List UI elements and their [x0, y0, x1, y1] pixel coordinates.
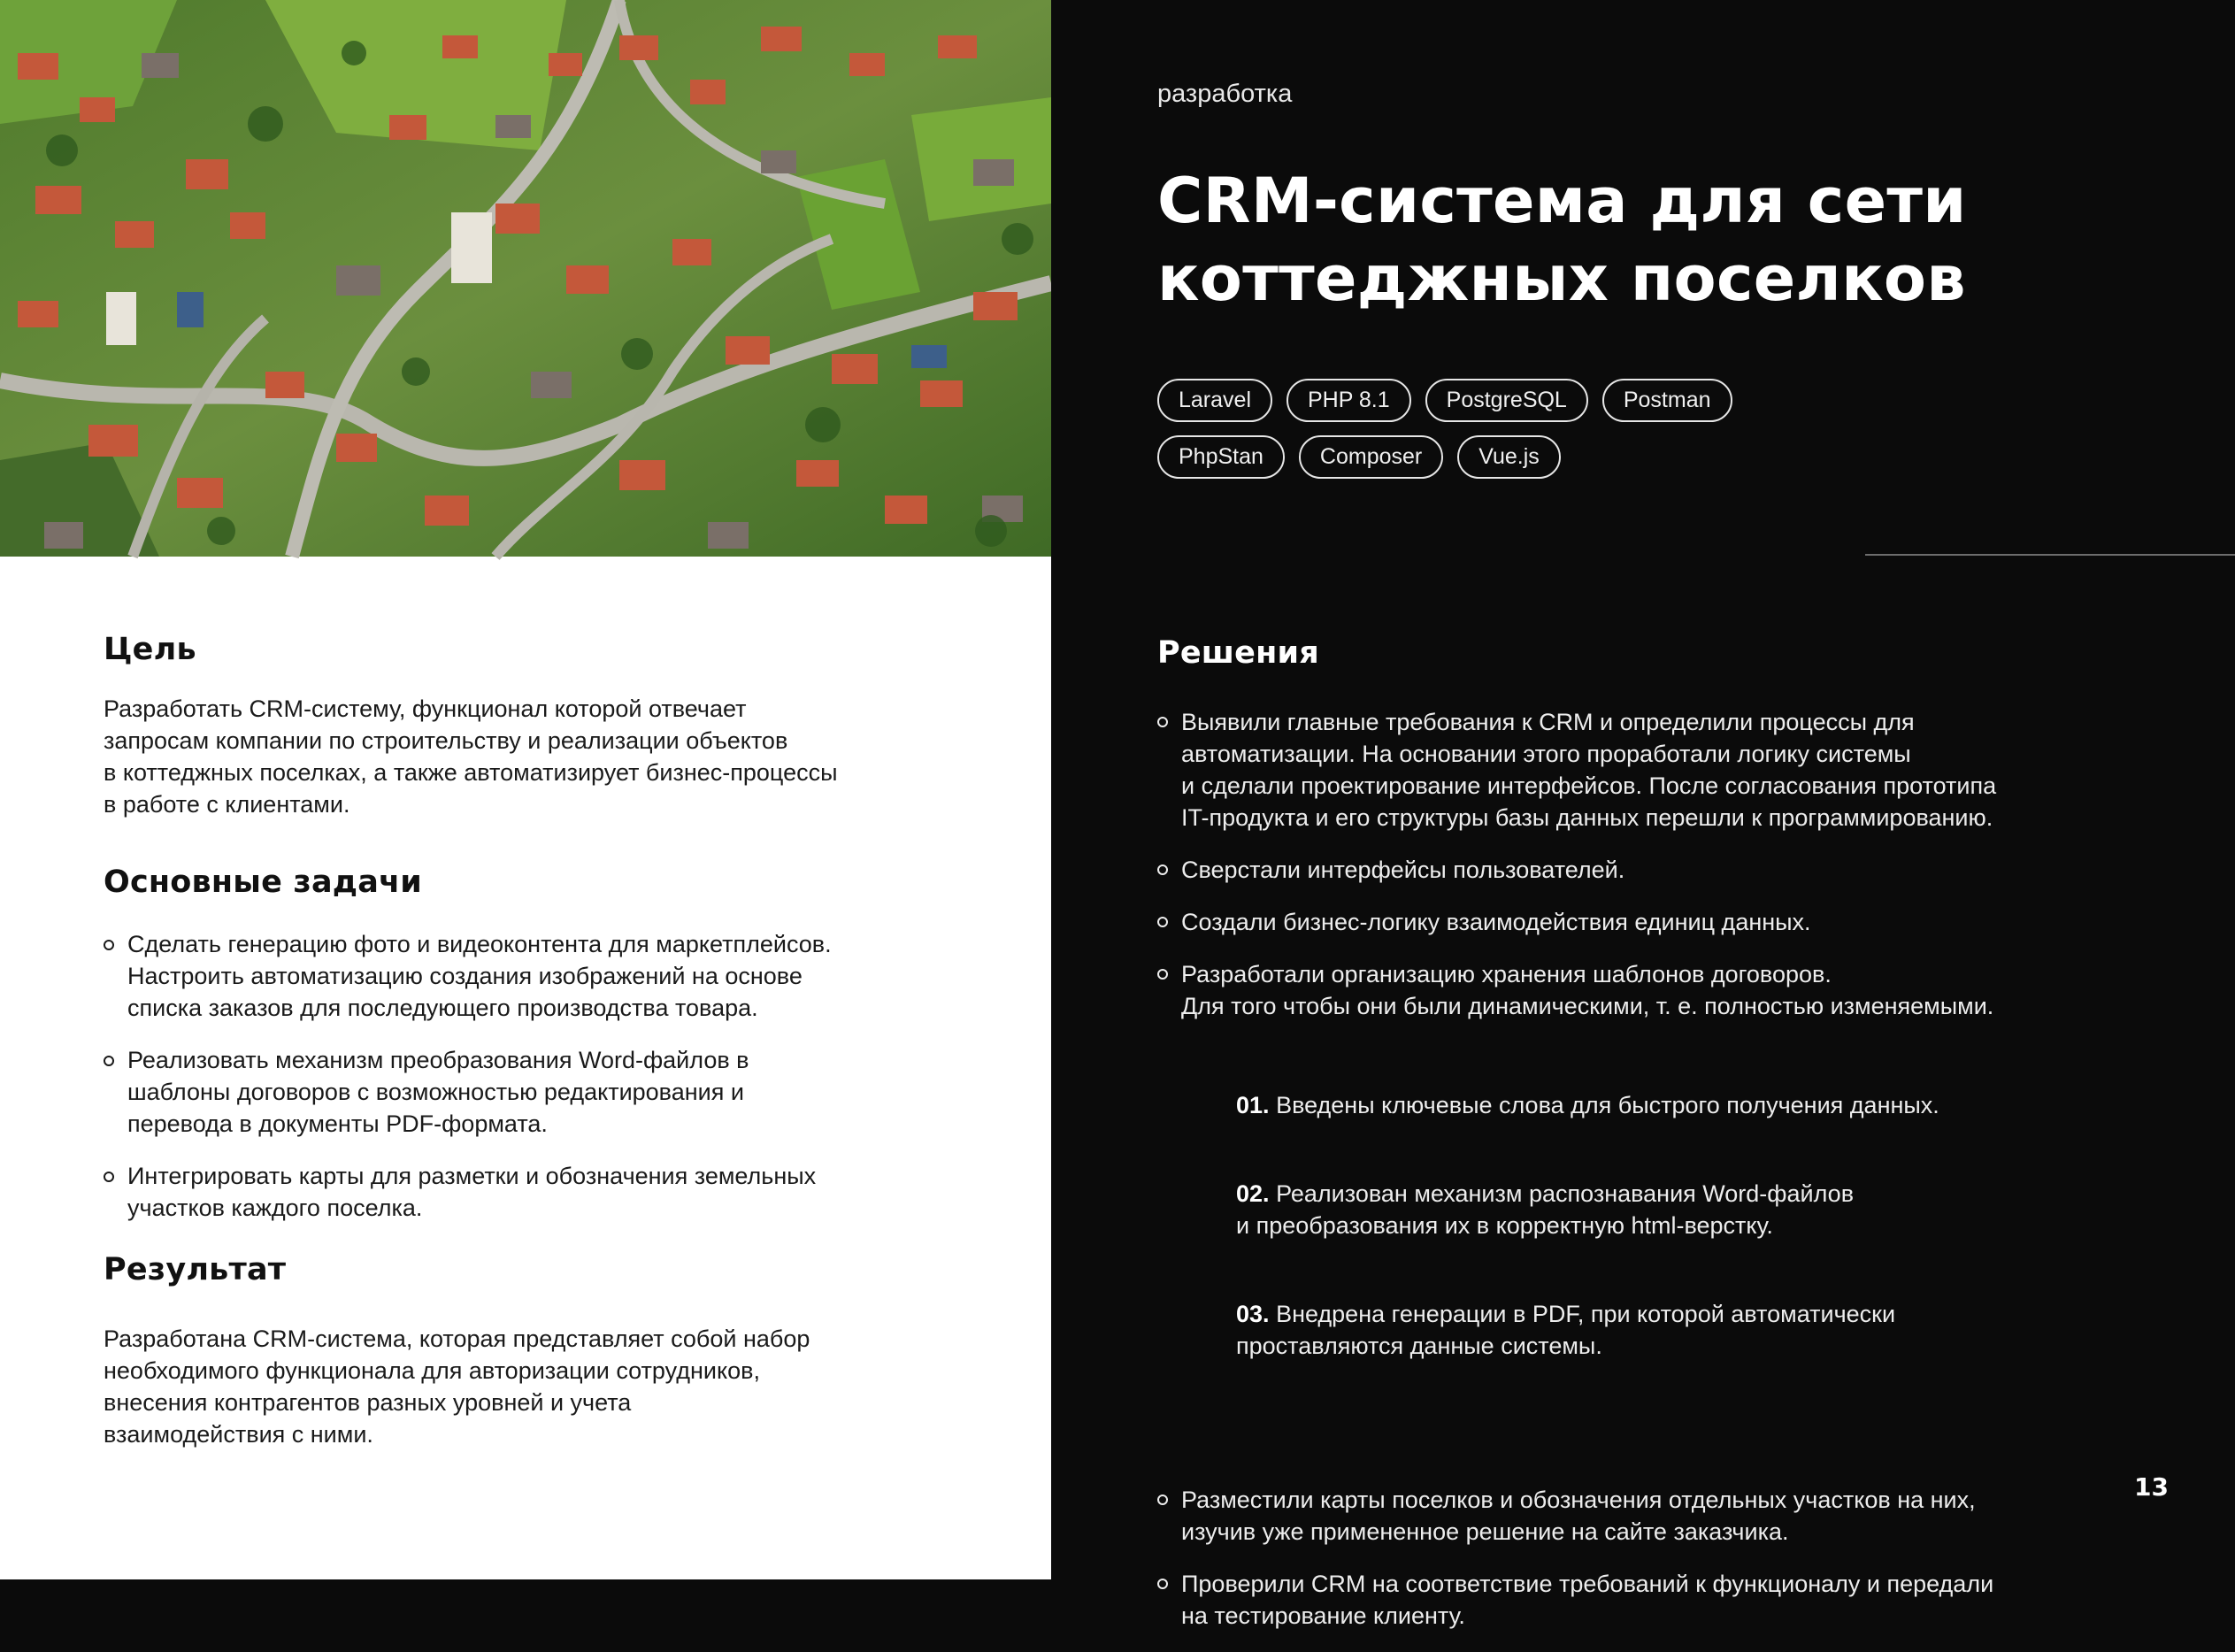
list-item — [1157, 1568, 2166, 1632]
circle-bullet-icon — [104, 940, 114, 950]
tasks-heading: Основные задачи — [104, 864, 423, 900]
solutions-list — [1157, 706, 2166, 1652]
step-item — [1236, 1089, 2166, 1121]
village-aerial-photo — [0, 0, 1051, 557]
solution-item-text: Разработали организацию хранения шаблонов договоров. Для того чтобы они были динамическими, т. е. полностью изменяемыми. — [1181, 961, 1994, 1019]
circle-bullet-icon — [104, 1172, 114, 1182]
task-item-text: Сделать генерацию фото и видеоконтента для маркетплейсов. Настроить автоматизацию создания изображений на основе списка заказов для последующего производства товара. — [127, 931, 832, 1021]
list-item — [1157, 958, 2166, 1484]
left-content — [104, 630, 953, 1450]
solutions-heading: Решения — [1157, 635, 1319, 671]
task-item-text: Интегрировать карты для разметки и обозначения земельных участков каждого поселка. — [127, 1163, 817, 1221]
tag-laravel: Laravel — [1157, 379, 1272, 422]
circle-bullet-icon — [1157, 864, 1168, 875]
solution-item-text: Проверили CRM на соответствие требований к функционалу и передали на тестирование клиенту. — [1181, 1571, 1994, 1629]
step-text: Внедрена генерации в PDF, при которой автоматически проставляются данные системы. — [1236, 1301, 1896, 1359]
task-item-text: Реализовать механизм преобразования Word-файлов в шаблоны договоров с возможностью редактирования и перевода в документы PDF-формата. — [127, 1047, 749, 1137]
page-title: CRM-система для сети коттеджных поселков — [1157, 165, 1967, 315]
category-label: разработка — [1157, 80, 1293, 108]
solution-item-text: Создали бизнес-логику взаимодействия единиц данных. — [1181, 909, 1811, 935]
list-item — [104, 1044, 953, 1140]
circle-bullet-icon — [1157, 969, 1168, 980]
right-panel — [1051, 0, 2235, 1629]
tasks-list — [104, 928, 953, 1224]
step-item — [1236, 1298, 2166, 1362]
tag-vuejs: Vue.js — [1457, 435, 1561, 479]
divider-line — [1865, 554, 2235, 556]
circle-bullet-icon — [104, 1056, 114, 1066]
solution-item-text: Выявили главные требования к CRM и определили процессы для автоматизации. На основании этого проработали логику системы и сделали проектирование интерфейсов. После согласования прототипа IT-продукта и его структуры базы данных перешли к программированию. — [1181, 709, 1997, 831]
steps-list — [1181, 1057, 2166, 1418]
list-item — [1157, 1484, 2166, 1548]
list-item — [104, 928, 953, 1024]
list-item — [104, 1160, 953, 1224]
result-heading: Результат — [104, 1252, 287, 1287]
step-text: Введены ключевые слова для быстрого получения данных. — [1276, 1092, 1939, 1118]
tag-postgresql: PostgreSQL — [1425, 379, 1588, 422]
step-text: Реализован механизм распознавания Word-файлов и преобразования их в корректную html-верстку. — [1236, 1180, 1855, 1239]
circle-bullet-icon — [1157, 1494, 1168, 1505]
circle-bullet-icon — [1157, 717, 1168, 727]
left-panel — [0, 0, 1051, 1579]
goal-text: Разработать CRM-систему, функционал которой отвечает запросам компании по строительству и реализации объектов в коттеджных поселках, а также автоматизирует бизнес-процессы в работе с клиентами. — [104, 695, 838, 818]
list-item — [1157, 906, 2166, 938]
list-item — [1157, 706, 2166, 834]
step-item — [1236, 1178, 2166, 1241]
page-number: 13 — [2134, 1472, 2169, 1502]
tag-php: PHP 8.1 — [1286, 379, 1411, 422]
tag-postman: Postman — [1602, 379, 1732, 422]
result-text: Разработана CRM-система, которая представляет собой набор необходимого функционала для авторизации сотрудников, внесения контрагентов разных уровней и учета взаимодействия с ними. — [104, 1325, 810, 1448]
solution-item-text: Разместили карты поселков и обозначения отдельных участков на них, изучив уже примененное решение на сайте заказчика. — [1181, 1487, 1976, 1545]
solution-item-text: Сверстали интерфейсы пользователей. — [1181, 857, 1625, 883]
step-number: 03. — [1236, 1301, 1270, 1327]
step-number: 01. — [1236, 1092, 1270, 1118]
goal-heading: Цель — [104, 632, 196, 667]
list-item — [1157, 854, 2166, 886]
circle-bullet-icon — [1157, 917, 1168, 927]
tag-composer: Composer — [1299, 435, 1443, 479]
tech-tags — [1157, 379, 1830, 479]
circle-bullet-icon — [1157, 1579, 1168, 1589]
tag-phpstan: PhpStan — [1157, 435, 1285, 479]
step-number: 02. — [1236, 1180, 1270, 1207]
